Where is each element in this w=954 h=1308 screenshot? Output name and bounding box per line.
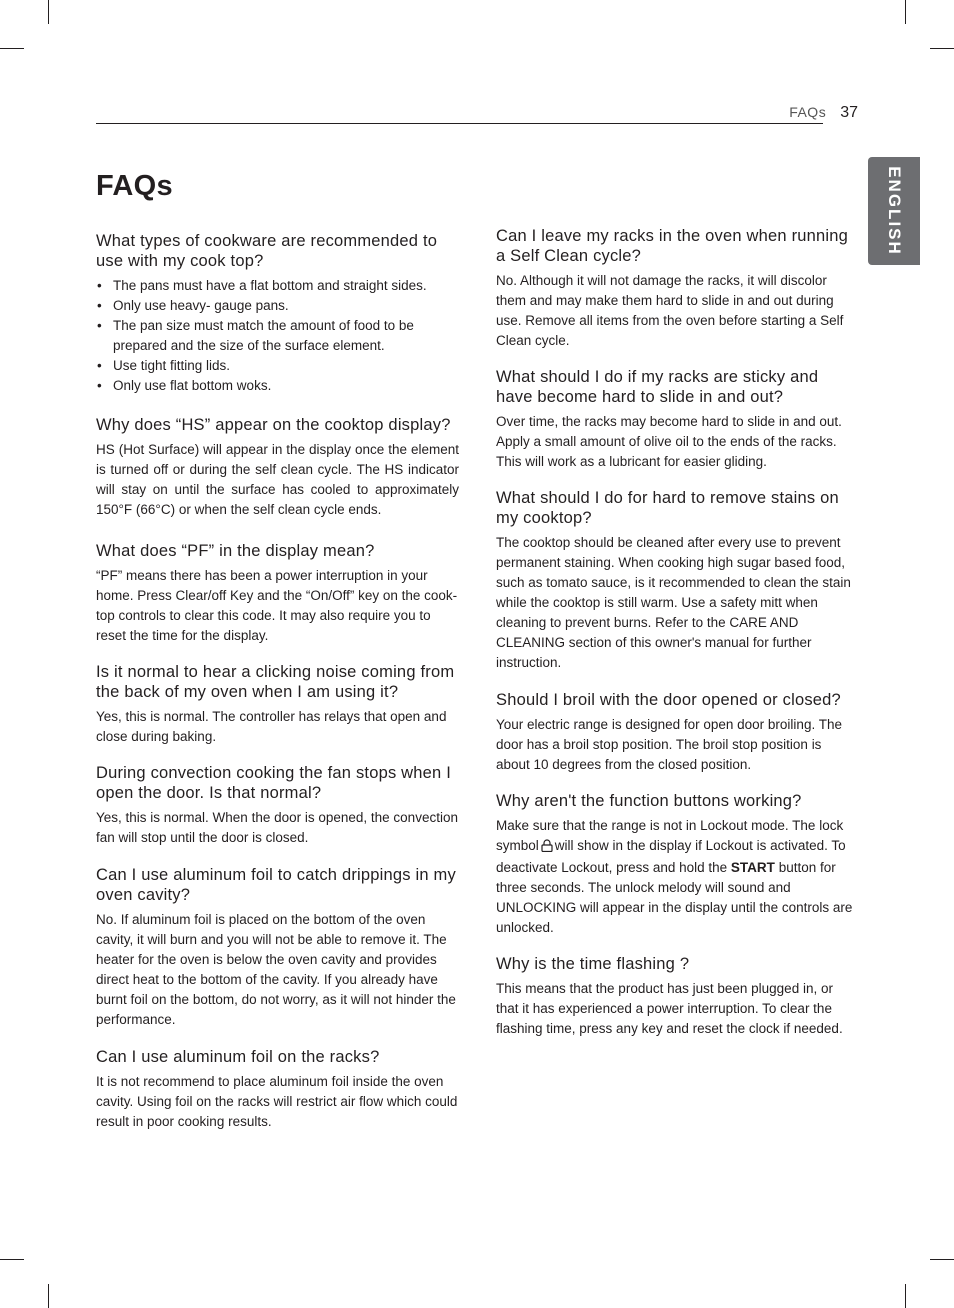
faq-foil-drippings: [96, 865, 459, 1030]
right-column: [496, 226, 858, 1039]
faq-question: Is it normal to hear a clicking noise coming from the back of my oven when I am using it?: [96, 663, 455, 701]
faq-question: What does “PF” in the display mean?: [96, 542, 375, 560]
lock-icon: [541, 838, 553, 858]
faq-question: Why aren't the function buttons working?: [496, 792, 802, 810]
list-item: • The pan size must match the amount of food to be prepared and the size of the surface element.: [96, 316, 459, 356]
page-title: FAQs: [96, 170, 173, 202]
faq-foil-racks: [96, 1047, 459, 1132]
faq-answer: The cooktop should be cleaned after every use to prevent permanent staining. When cooking high sugar based food, such as tomato sauce, is it recommended to clean the stain while the cooktop is still warm. Use a safety mitt when cleaning to prevent burns. Refer to the CARE AND CLEANING section of this owner's manual for further instruction.: [496, 535, 851, 670]
faq-answer: No. Although it will not damage the racks, it will discolor them and may make them hard to slide in and out during use. Remove all items from the oven before starting a Self Clean cycle.: [496, 273, 844, 348]
faq-question: What types of cookware are recommended to use with my cook top?: [96, 232, 438, 270]
list-item: • The pans must have a flat bottom and straight sides.: [96, 276, 459, 296]
header-rule: [96, 123, 823, 124]
left-column: [96, 231, 459, 1132]
faq-answer: Yes, this is normal. The controller has relays that open and close during baking.: [96, 709, 447, 744]
faq-answer: Over time, the racks may become hard to slide in and out. Apply a small amount of olive oil to the ends of the racks. This will work as a lubricant for easier gliding.: [496, 414, 842, 469]
answer-text: Make sure that the range is not in Lockout mode. The lock symbol: [496, 818, 844, 853]
faq-time-flashing: [496, 954, 858, 1039]
faq-clicking-noise: [96, 662, 459, 747]
faq-answer: This means that the product has just been plugged in, or that it has experienced a power interruption. To clear the flashing time, press any key and reset the clock if needed.: [496, 981, 843, 1036]
faq-broil-door: [496, 690, 858, 775]
faq-cookware: [96, 231, 459, 396]
list-item: • Use tight fitting lids.: [96, 356, 459, 376]
faq-function-buttons: [496, 791, 858, 938]
faq-answer: No. If aluminum foil is placed on the bottom of the oven cavity, it will burn and you will not be able to remove it. The heater for the oven is below the oven cavity and provides direct heat to the bottom of the cavity. If you already have burnt foil on the bottom, do not worry, as it will not hinder the performance.: [96, 912, 456, 1027]
faq-answer: It is not recommend to place aluminum foil inside the oven cavity. Using foil on the racks will restrict air flow which could result in poor cooking results.: [96, 1074, 458, 1129]
start-key-label: START: [730, 860, 775, 875]
faq-pf-display: [96, 541, 459, 646]
faq-answer: Your electric range is designed for open door broiling. The door has a broil stop position. The broil stop position is about 10 degrees from the closed position.: [496, 717, 842, 772]
faq-question: Can I use aluminum foil to catch drippings in my oven cavity?: [96, 866, 456, 904]
list-item: • Only use flat bottom woks.: [96, 376, 459, 396]
faq-hs-display: [96, 415, 459, 520]
faq-answer: HS (Hot Surface) will appear in the display once the element is turned off or during the self clean cycle. The HS indicator will stay on until the surface has cooled to approximately 150°F (66°C) or when the self clean cycle ends.: [96, 442, 459, 517]
faq-question: Why is the time flashing ?: [496, 955, 690, 973]
faq-answer: Yes, this is normal. When the door is opened, the convection fan will stop until the door is closed.: [96, 810, 458, 845]
cookware-bullet-list: [96, 276, 459, 396]
list-item: • Only use heavy- gauge pans.: [96, 296, 459, 316]
language-tab: [868, 157, 920, 265]
faq-question: Can I leave my racks in the oven when running a Self Clean cycle?: [496, 227, 849, 265]
faq-self-clean-racks: [496, 226, 858, 351]
answer-text: button for three seconds. The unlock melody will sound and UNLOCKING will appear in the display until the controls are unlocked.: [496, 860, 853, 935]
faq-convection-fan: [96, 763, 459, 848]
faq-question: What should I do if my racks are sticky and have become hard to slide in and out?: [496, 368, 819, 406]
faq-question: Can I use aluminum foil on the racks?: [96, 1048, 380, 1066]
faq-cooktop-stains: [496, 488, 858, 673]
running-header: [700, 104, 858, 122]
language-tab-label: ENGLISH: [885, 166, 904, 256]
faq-question: What should I do for hard to remove stains on my cooktop?: [496, 489, 839, 527]
faq-question: Why does “HS” appear on the cooktop display?: [96, 416, 451, 434]
page-number: 37: [840, 104, 858, 121]
answer-text: will show in the display if Lockout is activated. To deactivate Lockout, press and hold the: [496, 838, 846, 875]
faq-answer: “PF” means there has been a power interruption in your home. Press Clear/off Key and the “On/Off” key on the cook-top controls to clear this code. It may also require you to reset the time for the display.: [96, 568, 458, 643]
faq-sticky-racks: [496, 367, 858, 472]
faq-question: During convection cooking the fan stops when I open the door. Is that normal?: [96, 764, 451, 802]
faq-answer: [496, 816, 858, 938]
faq-question: Should I broil with the door opened or closed?: [496, 691, 841, 709]
running-header-section: FAQs: [789, 104, 827, 120]
